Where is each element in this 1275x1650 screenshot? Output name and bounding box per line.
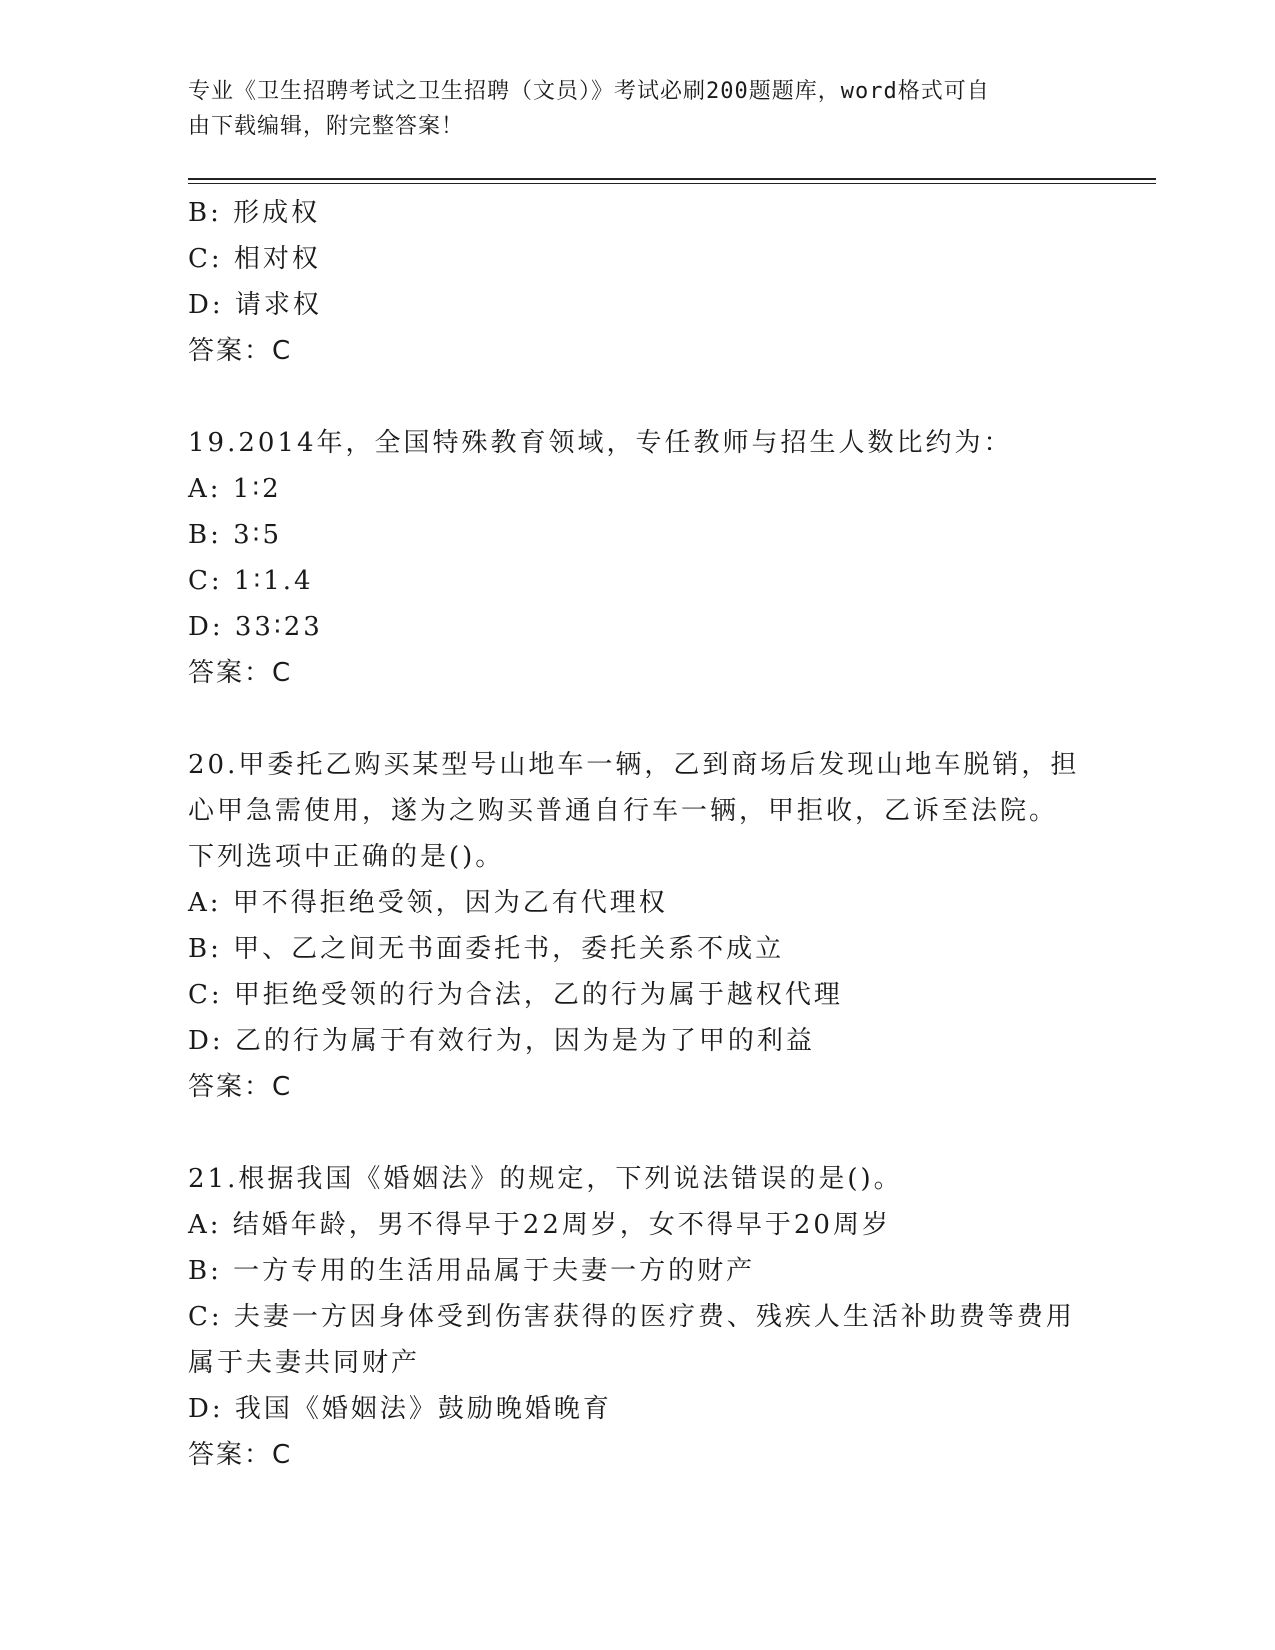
question-stem-line-3: 下列选项中正确的是()。 (188, 842, 505, 872)
header-divider-thick (188, 178, 1156, 180)
answer-line: 答案：C (188, 658, 293, 688)
question-21 (188, 1156, 1088, 1478)
option-b: B: 形成权 (188, 198, 321, 228)
question-stem-line-1: 20.甲委托乙购买某型号山地车一辆，乙到商场后发现山地车脱销，担 (188, 750, 1080, 780)
option-a: A: 1∶2 (188, 474, 282, 504)
option-a: A: 甲不得拒绝受领，因为乙有代理权 (188, 888, 668, 918)
spacer (188, 1110, 1088, 1156)
option-c: C: 甲拒绝受领的行为合法，乙的行为属于越权代理 (188, 980, 843, 1010)
option-c: C: 夫妻一方因身体受到伤害获得的医疗费、残疾人生活补助费等费用 (188, 1302, 1075, 1332)
option-d: D: 乙的行为属于有效行为，因为是为了甲的利益 (188, 1026, 815, 1056)
question-stem-line-2: 心甲急需使用，遂为之购买普通自行车一辆，甲拒收，乙诉至法院。 (188, 796, 1059, 826)
answer-line: 答案：C (188, 1072, 293, 1102)
spacer (188, 696, 1088, 742)
option-d: D: 请求权 (188, 290, 322, 320)
answer-line: 答案：C (188, 1440, 293, 1470)
spacer (188, 374, 1088, 420)
option-b: B: 甲、乙之间无书面委托书，委托关系不成立 (188, 934, 785, 964)
question-20 (188, 742, 1088, 1110)
question-stem: 21.根据我国《婚姻法》的规定，下列说法错误的是()。 (188, 1164, 903, 1194)
option-d: D: 我国《婚姻法》鼓励晚婚晚育 (188, 1394, 612, 1424)
option-d: D: 33∶23 (188, 612, 323, 642)
option-a: A: 结婚年龄，男不得早于22周岁，女不得早于20周岁 (188, 1210, 891, 1240)
document-header (188, 74, 1068, 144)
option-b: B: 3∶5 (188, 520, 282, 550)
header-divider-thin (188, 183, 1156, 184)
answer-line: 答案：C (188, 336, 293, 366)
option-c: C: 1∶1.4 (188, 566, 314, 596)
option-c-continued: 属于夫妻共同财产 (188, 1348, 421, 1378)
header-line-1: 专业《卫生招聘考试之卫生招聘（文员）》考试必刷200题题库，word格式可自 (188, 79, 990, 104)
question-18-tail (188, 190, 1088, 374)
option-b: B: 一方专用的生活用品属于夫妻一方的财产 (188, 1256, 756, 1286)
header-line-2: 由下载编辑，附完整答案！ (188, 114, 465, 139)
document-body (188, 190, 1088, 1478)
question-19 (188, 420, 1088, 696)
option-c: C: 相对权 (188, 244, 321, 274)
question-stem: 19.2014年，全国特殊教育领域，专任教师与招生人数比约为： (188, 428, 1013, 458)
